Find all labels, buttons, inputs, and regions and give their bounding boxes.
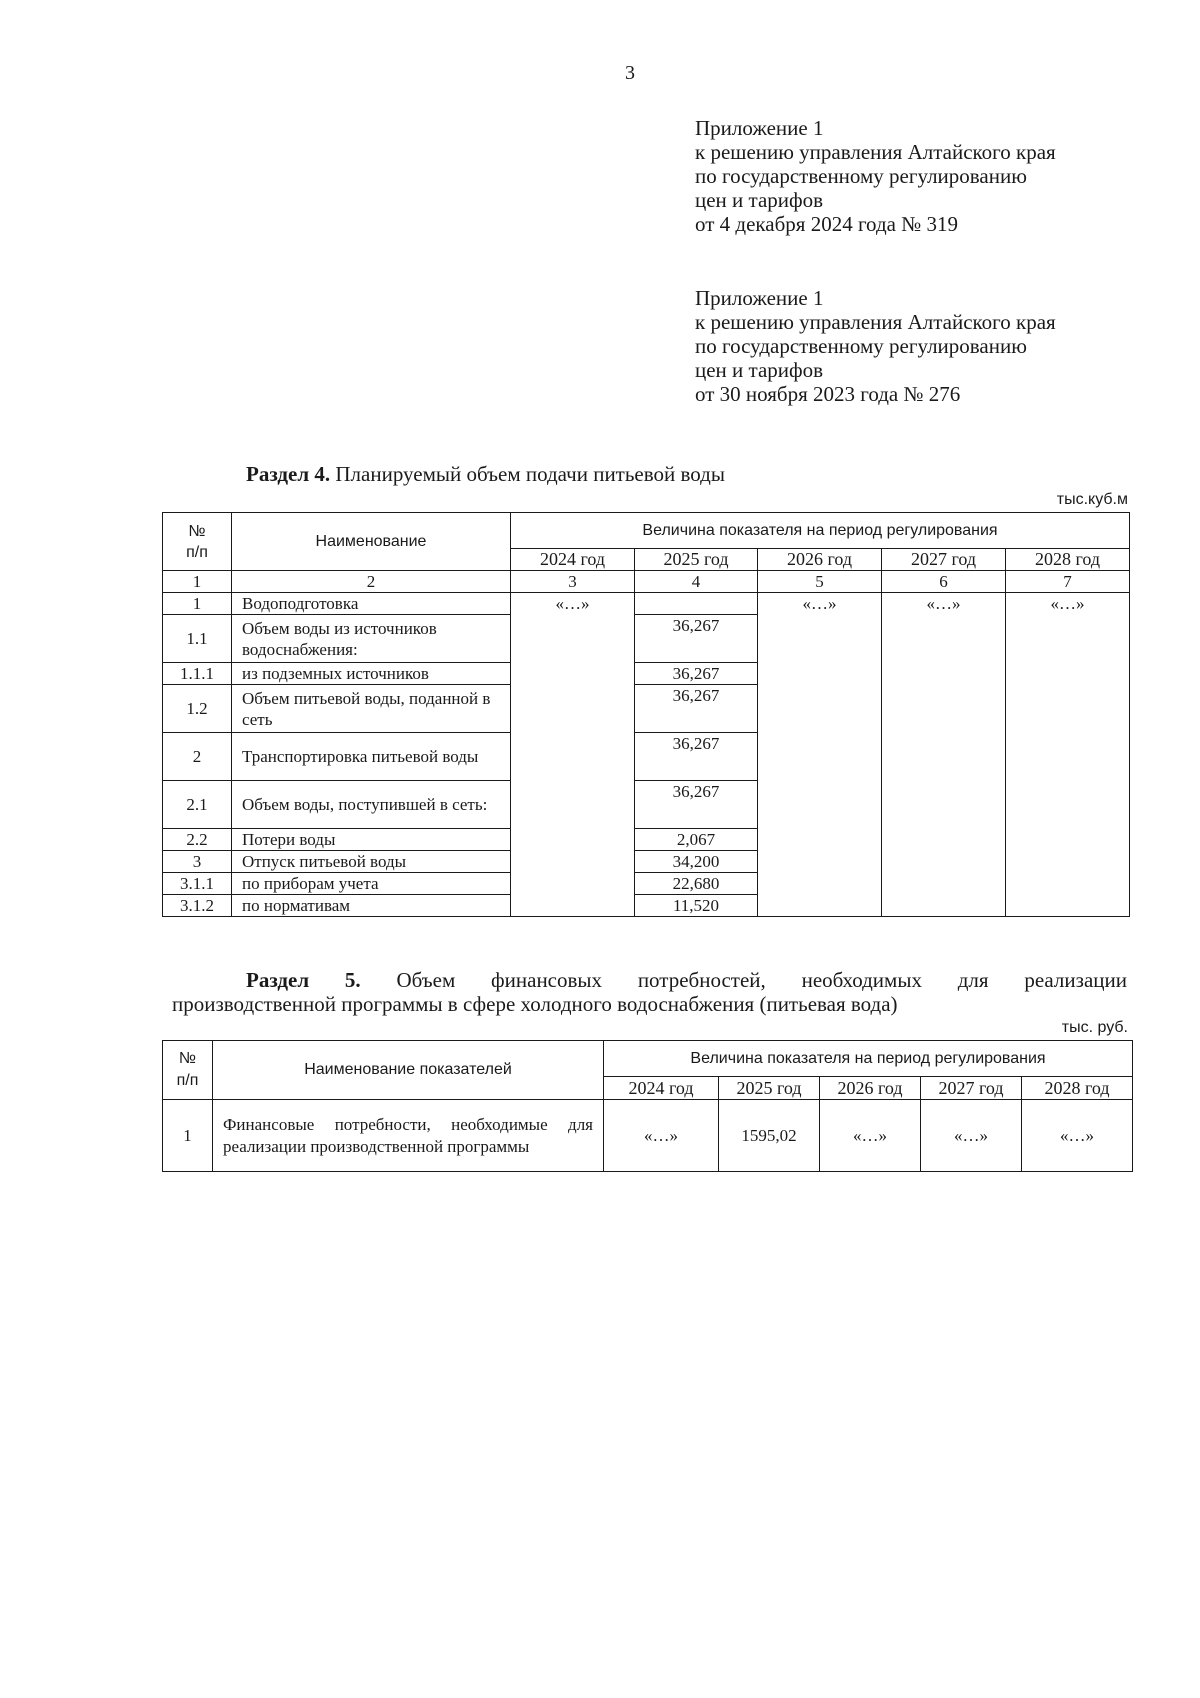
column-number: 5: [758, 571, 882, 593]
section5-title: [172, 968, 1127, 1016]
column-number-row: [163, 571, 1130, 593]
header-num: № п/п: [163, 1041, 213, 1100]
row-name: по нормативам: [232, 895, 511, 917]
row-name: Объем воды из источников водоснабжения:: [232, 615, 511, 663]
section5-title-line1: [172, 968, 1127, 992]
column-number: 3: [511, 571, 635, 593]
value-2025: 36,267: [635, 685, 758, 733]
row-num: 1.1: [163, 615, 232, 663]
header-year: 2027 год: [882, 549, 1006, 571]
header-year: 2028 год: [1022, 1077, 1133, 1100]
value-2026: «…»: [820, 1100, 921, 1172]
value-2025: 36,267: [635, 733, 758, 781]
value-2026-placeholder: «…»: [758, 593, 882, 917]
value-2025: 1595,02: [719, 1100, 820, 1172]
appendix-line: цен и тарифов: [695, 188, 824, 212]
column-number: 2: [232, 571, 511, 593]
header-period: Величина показателя на период регулирования: [511, 513, 1130, 549]
header-year: 2025 год: [719, 1077, 820, 1100]
section4-title-text: Планируемый объем подачи питьевой воды: [330, 462, 725, 486]
row-name: Финансовые потребности, необходимые для реализации производственной программы: [213, 1100, 604, 1172]
row-name: Водоподготовка: [232, 593, 511, 615]
water-volume-table: [162, 512, 1130, 917]
value-2025: [635, 593, 758, 615]
column-number: 6: [882, 571, 1006, 593]
value-2025: 36,267: [635, 615, 758, 663]
table-row: [163, 1100, 1133, 1172]
row-name: Отпуск питьевой воды: [232, 851, 511, 873]
header-year: 2027 год: [921, 1077, 1022, 1100]
value-2025: 11,520: [635, 895, 758, 917]
appendix-line: цен и тарифов: [695, 358, 824, 382]
row-name: Потери воды: [232, 829, 511, 851]
value-2025: 34,200: [635, 851, 758, 873]
header-year: 2026 год: [758, 549, 882, 571]
row-num: 3: [163, 851, 232, 873]
header-year: 2026 год: [820, 1077, 921, 1100]
appendix-title: Приложение 1: [695, 286, 824, 310]
column-number: 7: [1006, 571, 1130, 593]
value-2028-placeholder: «…»: [1006, 593, 1130, 917]
value-2025: 36,267: [635, 781, 758, 829]
appendix-line: к решению управления Алтайского края: [695, 310, 1056, 334]
appendix-header-previous: [695, 286, 1056, 406]
section4-title-bold: Раздел 4.: [246, 462, 331, 486]
row-name: по приборам учета: [232, 873, 511, 895]
row-name: Объем питьевой воды, поданной в сеть: [232, 685, 511, 733]
header-period: Величина показателя на период регулирования: [604, 1041, 1133, 1077]
row-num: 2.2: [163, 829, 232, 851]
header-name: Наименование: [232, 513, 511, 571]
row-name: Транспортировка питьевой воды: [232, 733, 511, 781]
row-num: 1.2: [163, 685, 232, 733]
value-2027-placeholder: «…»: [882, 593, 1006, 917]
row-num: 2: [163, 733, 232, 781]
section4-unit: тыс.куб.м: [1056, 491, 1128, 508]
header-year: 2025 год: [635, 549, 758, 571]
row-name: Объем воды, поступившей в сеть:: [232, 781, 511, 829]
value-2025: 22,680: [635, 873, 758, 895]
financial-needs-table: [162, 1040, 1133, 1172]
row-num: 2.1: [163, 781, 232, 829]
header-year: 2024 год: [511, 549, 635, 571]
header-year: 2024 год: [604, 1077, 719, 1100]
section4-title: [246, 462, 725, 487]
row-num: 1: [163, 1100, 213, 1172]
appendix-line: к решению управления Алтайского края: [695, 140, 1056, 164]
row-num: 1.1.1: [163, 663, 232, 685]
header-name: Наименование показателей: [213, 1041, 604, 1100]
page-number: 3: [625, 62, 635, 84]
value-2028: «…»: [1022, 1100, 1133, 1172]
row-num: 3.1.2: [163, 895, 232, 917]
header-num: № п/п: [163, 513, 232, 571]
appendix-line: по государственному регулированию: [695, 334, 1027, 358]
value-2024: «…»: [604, 1100, 719, 1172]
column-number: 1: [163, 571, 232, 593]
section5-title-line2: производственной программы в сфере холодного водоснабжения (питьевая вода): [172, 992, 898, 1016]
section5-unit: тыс. руб.: [1061, 1019, 1128, 1036]
appendix-header-current: [695, 116, 1056, 236]
header-year: 2028 год: [1006, 549, 1130, 571]
table-row: [163, 593, 1130, 615]
value-2025: 2,067: [635, 829, 758, 851]
appendix-date: от 4 декабря 2024 года № 319: [695, 212, 958, 236]
section5-title-bold: Раздел 5.: [246, 968, 361, 992]
column-number: 4: [635, 571, 758, 593]
section5-title-text: Объем финансовых потребностей, необходимых для реализации: [360, 968, 1127, 992]
appendix-title: Приложение 1: [695, 116, 824, 140]
value-2024-placeholder: «…»: [511, 593, 635, 917]
row-name: из подземных источников: [232, 663, 511, 685]
value-2025: 36,267: [635, 663, 758, 685]
row-num: 1: [163, 593, 232, 615]
appendix-date: от 30 ноября 2023 года № 276: [695, 382, 961, 406]
appendix-line: по государственному регулированию: [695, 164, 1027, 188]
row-num: 3.1.1: [163, 873, 232, 895]
value-2027: «…»: [921, 1100, 1022, 1172]
